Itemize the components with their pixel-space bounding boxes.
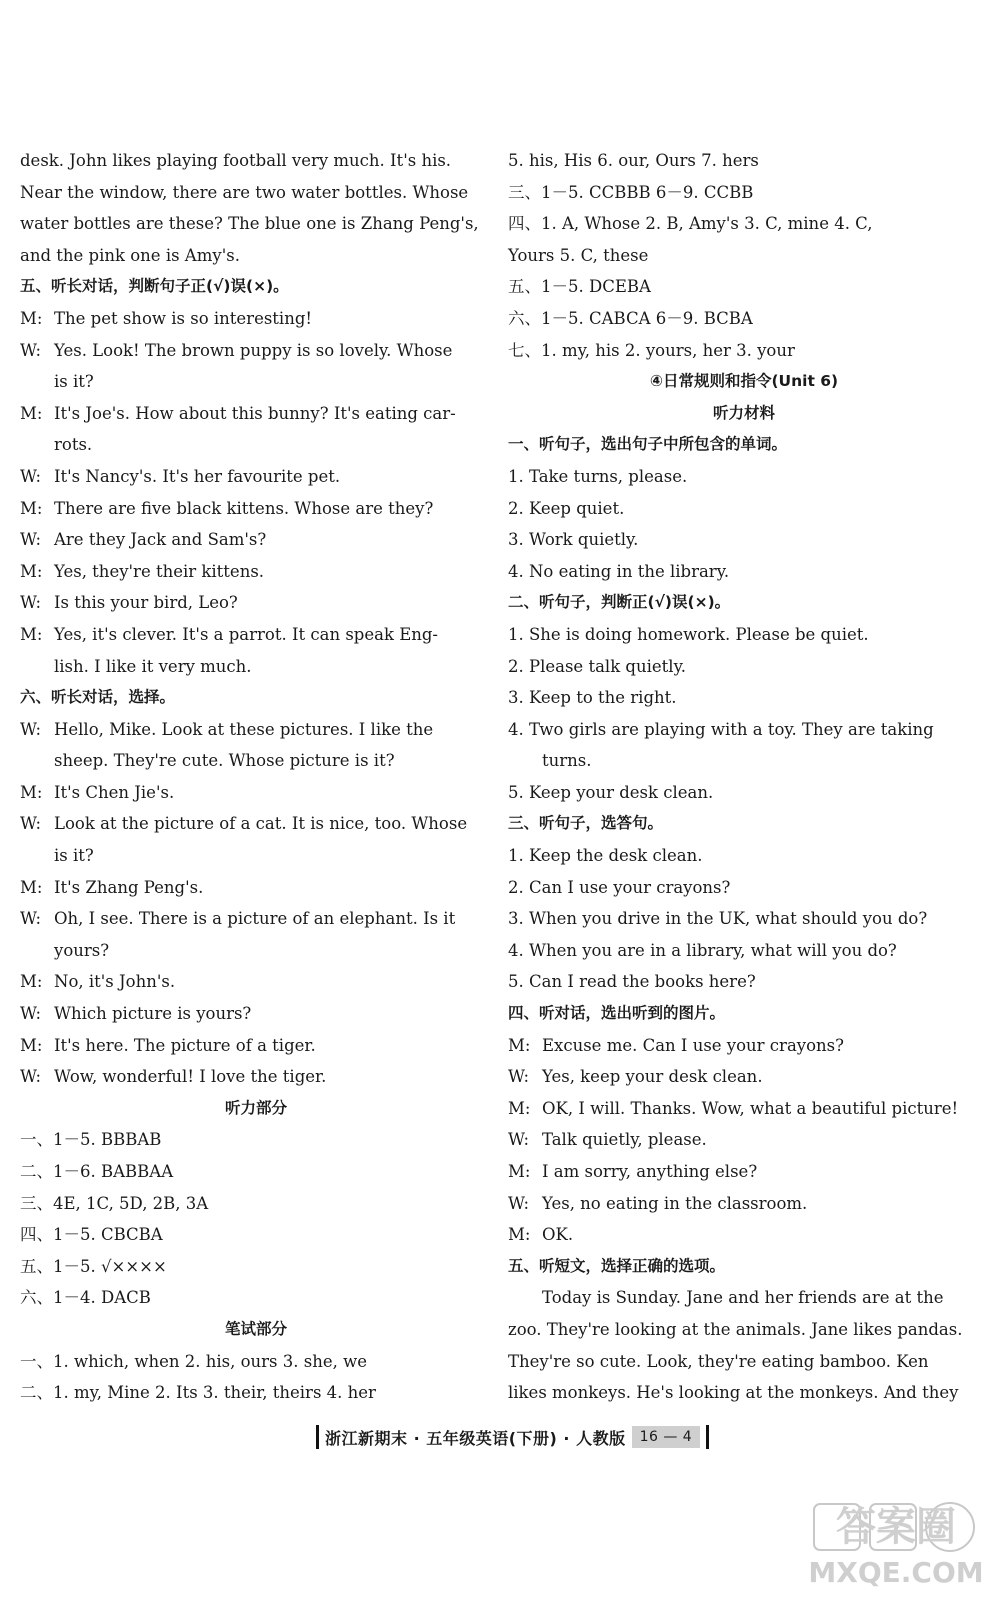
dialogue-line: [508, 1156, 980, 1188]
utterance: Hello, Mike. Look at these pictures. I like the: [54, 719, 434, 739]
utterance: OK, I will. Thanks. Wow, what a beautiful picture!: [542, 1098, 959, 1118]
speaker: M:: [20, 1035, 43, 1055]
answer-line: 四、1. A, Whose 2. B, Amy's 3. C, mine 4. C,: [508, 214, 873, 234]
dialogue-line: [508, 1093, 980, 1125]
text-line: Near the window, there are two water bottles. Whose: [20, 182, 469, 202]
section-heading: 三、听句子，选答句。: [508, 814, 664, 833]
answer-line: 六、1－5. CABCA 6－9. BCBA: [508, 308, 753, 328]
text-line: and the pink one is Amy's.: [20, 245, 240, 265]
dialogue-line: [20, 1030, 492, 1062]
speaker: W:: [20, 719, 42, 739]
answer-line: Yours 5. C, these: [508, 245, 649, 265]
speaker: W:: [20, 1004, 42, 1024]
material-title: 听力材料: [712, 403, 775, 422]
speaker: W:: [20, 340, 42, 360]
utterance: Oh, I see. There is a picture of an elephant. Is it: [54, 909, 456, 929]
list-item: 2. Keep quiet.: [508, 498, 625, 518]
section-heading: 五、听长对话，判断句子正(√)误(×)。: [20, 277, 289, 296]
dialogue-continuation: yours?: [54, 940, 110, 960]
answer-line: 二、1－6. BABBAA: [20, 1162, 174, 1181]
answer-line: 六、1－4. DACB: [20, 1288, 151, 1308]
answer-line: 五、1－5. √××××: [20, 1256, 167, 1276]
list-item: 3. When you drive in the UK, what should you do?: [508, 909, 928, 929]
answer-line: 七、1. my, his 2. yours, her 3. your: [508, 340, 795, 360]
section-heading: 六、听长对话，选择。: [20, 688, 176, 707]
speaker: M:: [20, 972, 43, 992]
dialogue-line: [20, 1061, 492, 1093]
utterance: Is this your bird, Leo?: [54, 593, 238, 613]
utterance: Yes, they're their kittens.: [54, 561, 265, 581]
dialogue-continuation: is it?: [54, 372, 94, 392]
footer-divider: [316, 1425, 319, 1449]
dialogue-line: [20, 808, 492, 840]
answer-line: 5. his, His 6. our, Ours 7. hers: [508, 151, 759, 170]
utterance: OK.: [542, 1225, 574, 1245]
list-item: 5. Can I read the books here?: [508, 972, 756, 992]
speaker: W:: [20, 909, 42, 929]
dialogue-line: [508, 1124, 980, 1156]
dialogue-line: [508, 1061, 980, 1093]
list-item: 4. No eating in the library.: [508, 561, 730, 581]
speaker: W:: [20, 814, 42, 834]
list-item: 1. Take turns, please.: [508, 466, 688, 486]
utterance: I am sorry, anything else?: [542, 1162, 758, 1181]
list-item: 1. Keep the desk clean.: [508, 846, 703, 866]
speaker: W:: [20, 466, 42, 486]
speaker: W:: [20, 1067, 42, 1087]
utterance: Talk quietly, please.: [542, 1130, 707, 1150]
dialogue-line: [20, 903, 492, 935]
utterance: Which picture is yours?: [54, 1004, 252, 1024]
section-heading: 四、听对话，选出听到的图片。: [508, 1004, 726, 1023]
list-item: 2. Can I use your crayons?: [508, 877, 731, 897]
speaker: W:: [20, 530, 42, 550]
dialogue-line: [20, 714, 492, 746]
dialogue-line: [20, 303, 492, 335]
page-number: 16 — 4: [632, 1426, 701, 1448]
speaker: M:: [20, 624, 43, 644]
utterance: No, it's John's.: [54, 972, 176, 992]
utterance: Yes, no eating in the classroom.: [542, 1193, 808, 1213]
speaker: W:: [508, 1130, 530, 1150]
unit-title: ④日常规则和指令(Unit 6): [649, 372, 839, 391]
passage-line: likes monkeys. He's looking at the monkeys. And they: [508, 1383, 959, 1403]
speaker: M:: [20, 403, 43, 423]
speaker: M:: [20, 308, 43, 328]
speaker: M:: [508, 1162, 531, 1181]
list-item: 3. Keep to the right.: [508, 688, 677, 708]
speaker: M:: [20, 782, 43, 802]
utterance: Are they Jack and Sam's?: [54, 530, 267, 550]
dialogue-line: [508, 1030, 980, 1062]
right-column: [508, 145, 980, 1409]
answer-line: 一、1－5. BBBAB: [20, 1130, 162, 1150]
dialogue-line: [20, 587, 492, 619]
utterance: Wow, wonderful! I love the tiger.: [54, 1067, 327, 1087]
dialogue-line: [20, 998, 492, 1030]
utterance: Yes, it's clever. It's a parrot. It can speak Eng-: [54, 624, 439, 644]
speaker: M:: [20, 877, 43, 897]
speaker: W:: [20, 593, 42, 613]
dialogue-line: [20, 524, 492, 556]
dialogue-line: [20, 493, 492, 525]
speaker: M:: [508, 1098, 531, 1118]
section-heading: 一、听句子，选出句子中所包含的单词。: [508, 435, 788, 454]
list-item: 4. Two girls are playing with a toy. They are taking: [508, 719, 934, 739]
answer-line: 二、1. my, Mine 2. Its 3. their, theirs 4. her: [20, 1383, 376, 1403]
dialogue-line: [20, 619, 492, 651]
dialogue-line: [20, 461, 492, 493]
answer-line: 三、4E, 1C, 5D, 2B, 3A: [20, 1193, 209, 1213]
passage-line: Today is Sunday. Jane and her friends are at the: [542, 1288, 944, 1308]
section-heading: 二、听句子，判断正(√)误(×)。: [508, 593, 731, 612]
dialogue-line: [20, 556, 492, 588]
utterance: It's here. The picture of a tiger.: [54, 1035, 316, 1055]
dialogue-line: [508, 1219, 980, 1251]
watermark-line2: MXQE.COM: [808, 1556, 984, 1589]
dialogue-continuation: lish. I like it very much.: [54, 656, 252, 676]
list-item: 2. Please talk quietly.: [508, 656, 686, 676]
text-line: water bottles are these? The blue one is Zhang Peng's,: [20, 214, 479, 234]
answer-line: 五、1－5. DCEBA: [508, 277, 651, 297]
speaker: M:: [20, 498, 43, 518]
utterance: Yes. Look! The brown puppy is so lovely. Whose: [54, 340, 453, 360]
answer-line: 三、1－5. CCBBB 6－9. CCBB: [508, 182, 754, 202]
section-heading: 五、听短文，选择正确的选项。: [508, 1256, 726, 1275]
dialogue-continuation: sheep. They're cute. Whose picture is it?: [54, 751, 395, 771]
dialogue-continuation: rots.: [54, 435, 93, 455]
speaker: W:: [508, 1193, 530, 1213]
speaker: M:: [508, 1225, 531, 1245]
utterance: The pet show is so interesting!: [54, 308, 313, 328]
left-column: [20, 145, 492, 1409]
utterance: There are five black kittens. Whose are they?: [54, 498, 434, 518]
dialogue-line: [20, 335, 492, 367]
list-item-continuation: turns.: [542, 751, 592, 771]
dialogue-line: [508, 1188, 980, 1220]
utterance: It's Joe's. How about this bunny? It's eating car-: [54, 403, 456, 423]
utterance: It's Nancy's. It's her favourite pet.: [54, 466, 341, 486]
list-item: 3. Work quietly.: [508, 530, 639, 550]
speaker: M:: [20, 561, 43, 581]
book-title: 浙江新期末 · 五年级英语(下册) · 人教版: [325, 1428, 626, 1448]
dialogue-line: [20, 777, 492, 809]
utterance: It's Zhang Peng's.: [54, 877, 204, 897]
watermark-line1: 答案圈: [836, 1504, 956, 1550]
passage-line: They're so cute. Look, they're eating bamboo. Ken: [508, 1351, 929, 1371]
watermark-logo: [808, 1498, 984, 1590]
list-item: 4. When you are in a library, what will you do?: [508, 940, 897, 960]
speaker: M:: [508, 1035, 531, 1055]
list-item: 1. She is doing homework. Please be quiet.: [508, 624, 869, 644]
dialogue-continuation: is it?: [54, 846, 94, 866]
footer-divider: [706, 1425, 709, 1449]
speaker: W:: [508, 1067, 530, 1087]
dialogue-line: [20, 398, 492, 430]
passage-line: zoo. They're looking at the animals. Jane likes pandas.: [508, 1319, 963, 1339]
answer-line: 一、1. which, when 2. his, ours 3. she, we: [20, 1351, 367, 1371]
list-item: 5. Keep your desk clean.: [508, 782, 714, 802]
dialogue-line: [20, 872, 492, 904]
page-footer: [310, 1424, 715, 1450]
writing-part-title: 笔试部分: [224, 1319, 287, 1338]
dialogue-line: [20, 966, 492, 998]
listening-part-title: 听力部分: [224, 1098, 287, 1117]
answer-line: 四、1－5. CBCBA: [20, 1225, 163, 1245]
utterance: Look at the picture of a cat. It is nice, too. Whose: [54, 814, 468, 834]
utterance: Yes, keep your desk clean.: [542, 1067, 763, 1087]
text-line: desk. John likes playing football very much. It's his.: [20, 151, 452, 170]
utterance: Excuse me. Can I use your crayons?: [542, 1035, 844, 1055]
utterance: It's Chen Jie's.: [54, 782, 175, 802]
